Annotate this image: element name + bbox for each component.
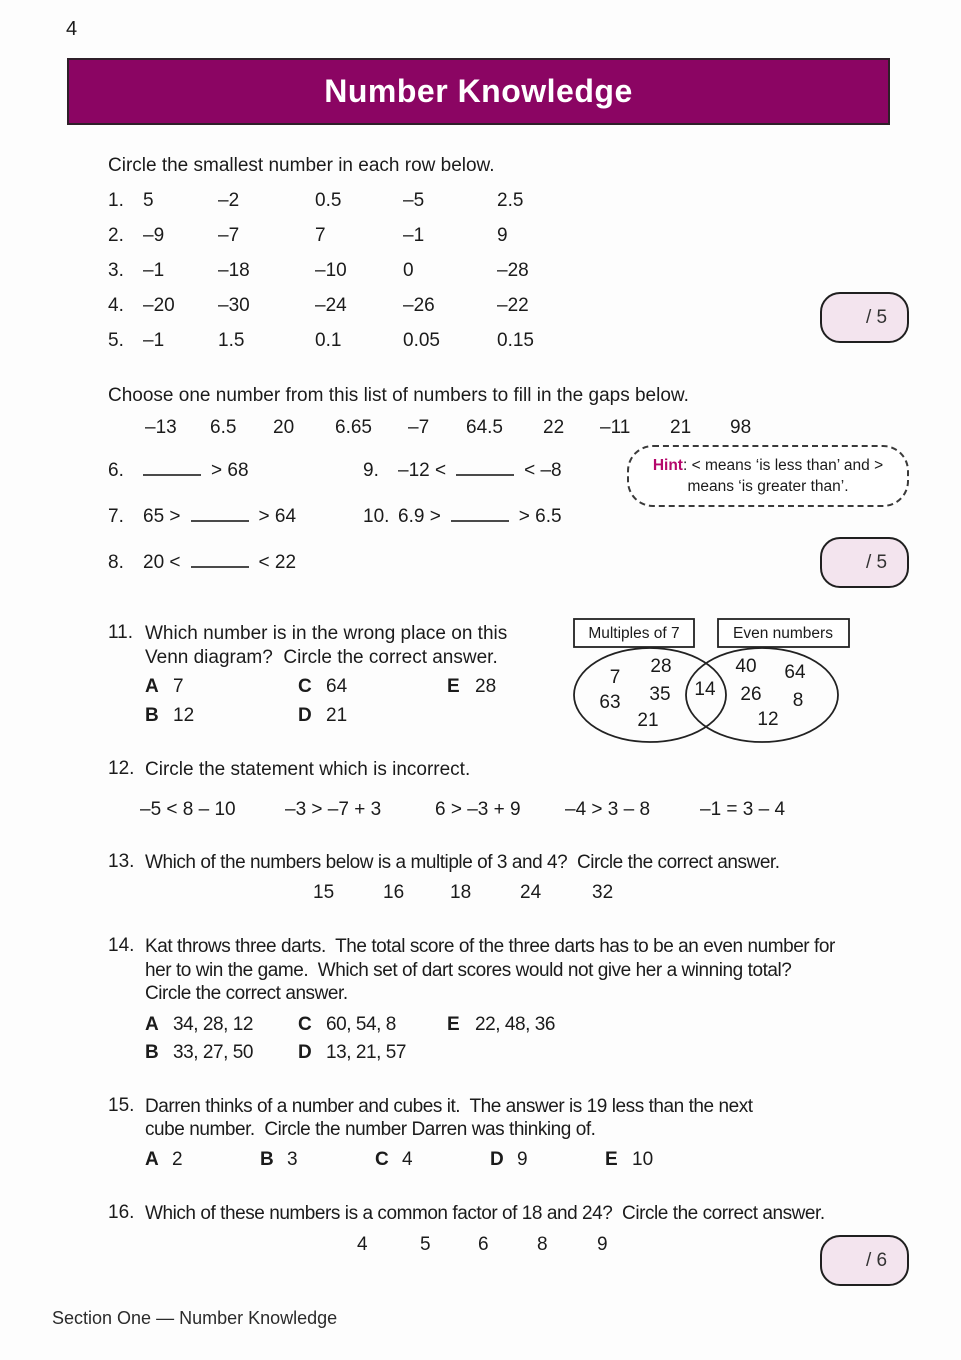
question-number: 13. [108,851,135,872]
option-value[interactable]: 9 [517,1149,528,1170]
candidate-number[interactable]: 0.15 [497,330,534,351]
venn-right-value: 12 [757,709,779,730]
bank-number: 98 [730,417,752,438]
q16-text: Which of these numbers is a common factor of 18 and 24? Circle the correct answer. [145,1203,825,1224]
bank-number: 6.65 [335,417,372,438]
option-value[interactable]: 22, 48, 36 [475,1014,556,1035]
question-number: 14. [108,935,135,956]
statement[interactable]: –4 > 3 – 8 [565,799,651,820]
bank-number: –7 [408,417,430,438]
statement[interactable]: –3 > –7 + 3 [285,799,382,820]
option-letter: D [298,1042,312,1063]
option-letter: D [490,1149,504,1170]
option-value[interactable]: 32 [592,882,614,903]
option-value[interactable]: 4 [357,1234,368,1255]
number-row-1 [108,190,608,220]
candidate-number[interactable]: 0.5 [315,190,342,211]
question-number: 11. [108,622,134,643]
gap-question-6 [108,458,259,484]
candidate-number[interactable]: 0.1 [315,330,342,351]
bank-number: 64.5 [466,417,503,438]
title-banner [67,58,890,125]
gap-suffix: > 64 [258,506,297,527]
option-value[interactable]: 28 [475,676,497,697]
option-value[interactable]: 33, 27, 50 [173,1042,254,1063]
candidate-number[interactable]: –1 [143,260,165,281]
statement[interactable]: 6 > –3 + 9 [435,799,521,820]
hint-text: : < means ‘is less than’ and > means ‘is greater than’. [682,457,884,495]
q12-statements [108,799,888,829]
option-value[interactable]: 16 [383,882,405,903]
q14-text-line2: her to win the game. Which set of dart scores would not give her a winning total? [145,960,792,981]
option-letter: A [145,1014,159,1035]
candidate-number[interactable]: 1.5 [218,330,245,351]
gap-prefix: 20 < [143,552,181,573]
option-value[interactable]: 8 [537,1234,548,1255]
q13-text: Which of the numbers below is a multiple of 3 and 4? Circle the correct answer. [145,852,780,873]
option-letter: D [298,705,312,726]
option-letter: E [447,676,460,697]
gap-prefix: 6.9 > [398,506,441,527]
answer-blank[interactable] [143,458,201,476]
option-value[interactable]: 4 [402,1149,413,1170]
question-number: 9. [363,460,379,481]
answer-blank[interactable] [191,550,249,568]
bank-number: 22 [543,417,565,438]
venn-left-value: 28 [650,656,672,677]
gap-suffix: < –8 [524,460,562,481]
candidate-number[interactable]: –9 [143,225,165,246]
option-value[interactable]: 5 [420,1234,431,1255]
gap-question-10 [363,504,572,530]
hint-box [627,445,909,507]
venn-right-value: 8 [792,690,804,711]
venn-right-value: 26 [740,684,762,705]
option-letter: B [260,1149,274,1170]
option-value[interactable]: 9 [597,1234,608,1255]
number-row-3 [108,260,608,290]
venn-middle-value: 14 [694,679,716,700]
q1-5-instruction: Circle the smallest number in each row below. [108,155,495,176]
q13-options [108,882,708,912]
venn-right-label: Even numbers [733,625,833,642]
gap-suffix: > 6.5 [518,506,562,527]
option-value[interactable]: 12 [173,705,195,726]
row-number: 4. [108,295,124,316]
option-value[interactable]: 7 [173,676,184,697]
q15-text-line2: cube number. Circle the number Darren was thinking of. [145,1119,596,1140]
option-value[interactable]: 15 [313,882,335,903]
gap-prefix: 65 > [143,506,181,527]
number-row-2 [108,225,608,255]
gap-suffix: > 68 [211,460,249,481]
hint-label: Hint [652,457,683,474]
question-number: 6. [108,460,124,481]
option-value[interactable]: 13, 21, 57 [326,1042,407,1063]
row-number: 1. [108,190,124,211]
venn-diagram [563,613,863,753]
answer-blank[interactable] [456,458,514,476]
score-box-q6-10: / 5 [820,537,909,588]
option-value[interactable]: 3 [287,1149,298,1170]
candidate-number[interactable]: 7 [315,225,326,246]
candidate-number[interactable]: –1 [403,225,425,246]
bank-number: 21 [670,417,692,438]
venn-left-value: 7 [609,667,621,688]
option-value[interactable]: 60, 54, 8 [326,1014,396,1035]
candidate-number[interactable]: –24 [315,295,347,316]
number-bank [108,417,808,447]
candidate-number[interactable]: 0.05 [403,330,440,351]
answer-blank[interactable] [451,504,509,522]
statement[interactable]: –1 = 3 – 4 [700,799,786,820]
option-value[interactable]: 34, 28, 12 [173,1014,254,1035]
candidate-number[interactable]: –5 [403,190,425,211]
candidate-number[interactable]: –26 [403,295,435,316]
gap-question-7 [108,504,306,530]
q14-text-line1: Kat throws three darts. The total score of the three darts has to be an even number for [145,936,835,957]
q11-text-line2: Venn diagram? Circle the correct answer. [145,647,498,668]
option-value[interactable]: 2 [172,1149,183,1170]
page-title: Number Knowledge [324,73,633,109]
question-number: 8. [108,552,124,573]
candidate-number[interactable]: 5 [143,190,154,211]
row-number: 5. [108,330,124,351]
q14-options-row2 [145,1042,645,1068]
bank-number: –13 [145,417,177,438]
q15-options [145,1149,705,1175]
candidate-number[interactable]: 2.5 [497,190,524,211]
question-number: 7. [108,506,124,527]
q11-options-row1 [145,676,565,702]
gap-question-8 [108,550,306,576]
statement[interactable]: –5 < 8 – 10 [140,799,236,820]
question-number: 16. [108,1202,135,1223]
venn-left-value: 35 [649,684,671,705]
option-letter: C [298,1014,312,1035]
q12-text: Circle the statement which is incorrect. [145,759,471,780]
q14-options-row1 [145,1014,645,1040]
candidate-number[interactable]: –1 [143,330,165,351]
q14-text-line3: Circle the correct answer. [145,983,348,1004]
question-number: 10. [363,506,390,527]
row-number: 3. [108,260,124,281]
venn-right-value: 40 [735,656,757,677]
number-row-4 [108,295,608,325]
bank-number: 6.5 [210,417,237,438]
candidate-number[interactable]: –18 [218,260,250,281]
option-value[interactable]: 6 [478,1234,489,1255]
gap-suffix: < 22 [258,552,297,573]
option-value[interactable]: 64 [326,676,348,697]
candidate-number[interactable]: 9 [497,225,508,246]
gap-prefix: –12 < [398,460,447,481]
venn-right-value: 64 [784,662,806,683]
option-letter: A [145,676,159,697]
option-letter: C [375,1149,389,1170]
option-letter: E [605,1149,618,1170]
venn-left-value: 21 [637,710,659,731]
bank-number: 20 [273,417,295,438]
candidate-number[interactable]: –28 [497,260,529,281]
bank-number: –11 [600,417,631,438]
option-letter: B [145,1042,159,1063]
answer-blank[interactable] [191,504,249,522]
q15-text-line1: Darren thinks of a number and cubes it. The answer is 19 less than the next [145,1096,753,1117]
section-footer: Section One — Number Knowledge [52,1308,338,1328]
option-value[interactable]: 10 [632,1149,654,1170]
option-value[interactable]: 24 [520,882,542,903]
option-letter: B [145,705,159,726]
gap-question-9 [363,458,572,484]
candidate-number[interactable]: –20 [143,295,175,316]
option-letter: C [298,676,312,697]
venn-left-label: Multiples of 7 [588,625,680,642]
option-value[interactable]: 18 [450,882,472,903]
venn-left-value: 63 [599,692,621,713]
q11-text-line1: Which number is in the wrong place on this [145,623,508,644]
page-number: 4 [66,18,78,40]
option-letter: A [145,1149,159,1170]
number-row-5 [108,330,608,360]
candidate-number[interactable]: –22 [497,295,529,316]
candidate-number[interactable]: –30 [218,295,250,316]
score-box-q1-5: / 5 [820,292,909,343]
question-number: 15. [108,1095,135,1116]
question-number: 12. [108,758,135,779]
candidate-number[interactable]: –7 [218,225,240,246]
q16-options [108,1234,708,1264]
q11-options-row2 [145,705,565,731]
option-value[interactable]: 21 [326,705,348,726]
candidate-number[interactable]: –10 [315,260,347,281]
row-number: 2. [108,225,124,246]
candidate-number[interactable]: 0 [403,260,414,281]
q6-10-instruction: Choose one number from this list of numbers to fill in the gaps below. [108,385,689,406]
candidate-number[interactable]: –2 [218,190,240,211]
option-letter: E [447,1014,460,1035]
score-box-q11-16: / 6 [820,1235,909,1286]
